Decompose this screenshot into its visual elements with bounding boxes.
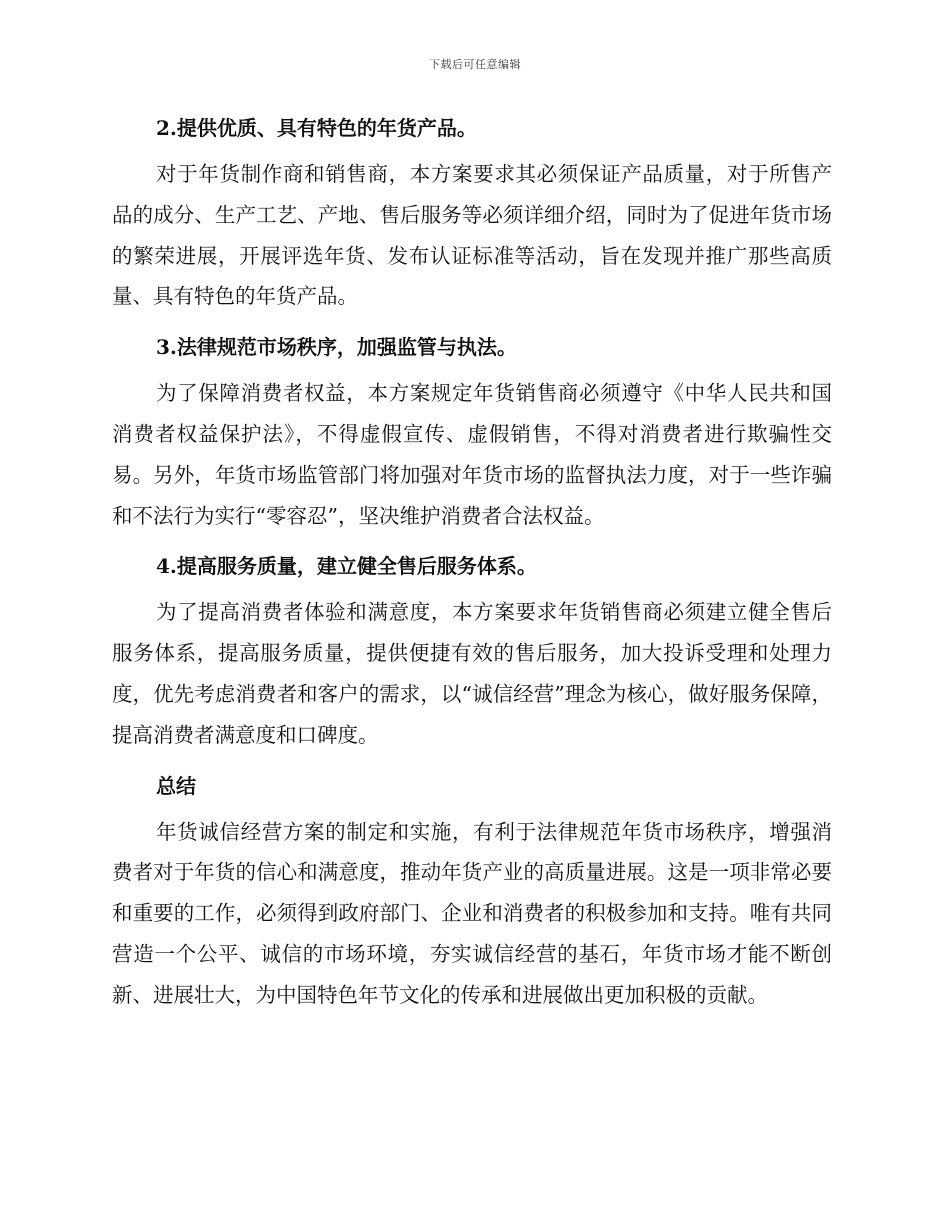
section-paragraph-3: 为了保障消费者权益，本方案规定年货销售商必须遵守《中华人民共和国消费者权益保护法》，不得虚假宣传、虚假销售，不得对消费者进行欺骗性交易。另外，年货市场监管部门将加强对年货市场的监督执法力度，对于一些诈骗和不法行为实行“零容忍”，坚决维护消费者合法权益。	[112, 381, 832, 528]
document-body	[112, 108, 832, 1016]
section-heading-3: 3.法律规范市场秩序，加强监管与执法。	[156, 335, 517, 360]
summary-paragraph: 年货诚信经营方案的制定和实施，有利于法律规范年货市场秩序，增强消费者对于年货的信心和满意度，推动年货产业的高质量进展。这是一项非常必要和重要的工作，必须得到政府部门、企业和消费者的积极参加和支持。唯有共同营造一个公平、诚信的市场环境，夯实诚信经营的基石，年货市场才能不断创新、进展壮大，为中国特色年节文化的传承和进展做出更加积极的贡献。	[112, 819, 832, 1007]
section-paragraph-2: 对于年货制作商和销售商，本方案要求其必须保证产品质量，对于所售产品的成分、生产工艺、产地、售后服务等必须详细介绍，同时为了促进年货市场的繁荣进展，开展评选年货、发布认证标准等活动，旨在发现并推广那些高质量、具有特色的年货产品。	[112, 162, 832, 309]
summary-heading: 总结	[156, 773, 196, 798]
section-paragraph-4: 为了提高消费者体验和满意度，本方案要求年货销售商必须建立健全售后服务体系，提高服务质量，提供便捷有效的售后服务，加大投诉受理和处理力度，优先考虑消费者和客户的需求，以“诚信经营”理念为核心，做好服务保障，提高消费者满意度和口碑度。	[112, 600, 832, 747]
section-heading-2: 2.提供优质、具有特色的年货产品。	[156, 116, 477, 140]
page-header: 下载后可任意编辑	[429, 58, 521, 71]
section-heading-4: 4.提高服务质量，建立健全售后服务体系。	[156, 554, 537, 579]
